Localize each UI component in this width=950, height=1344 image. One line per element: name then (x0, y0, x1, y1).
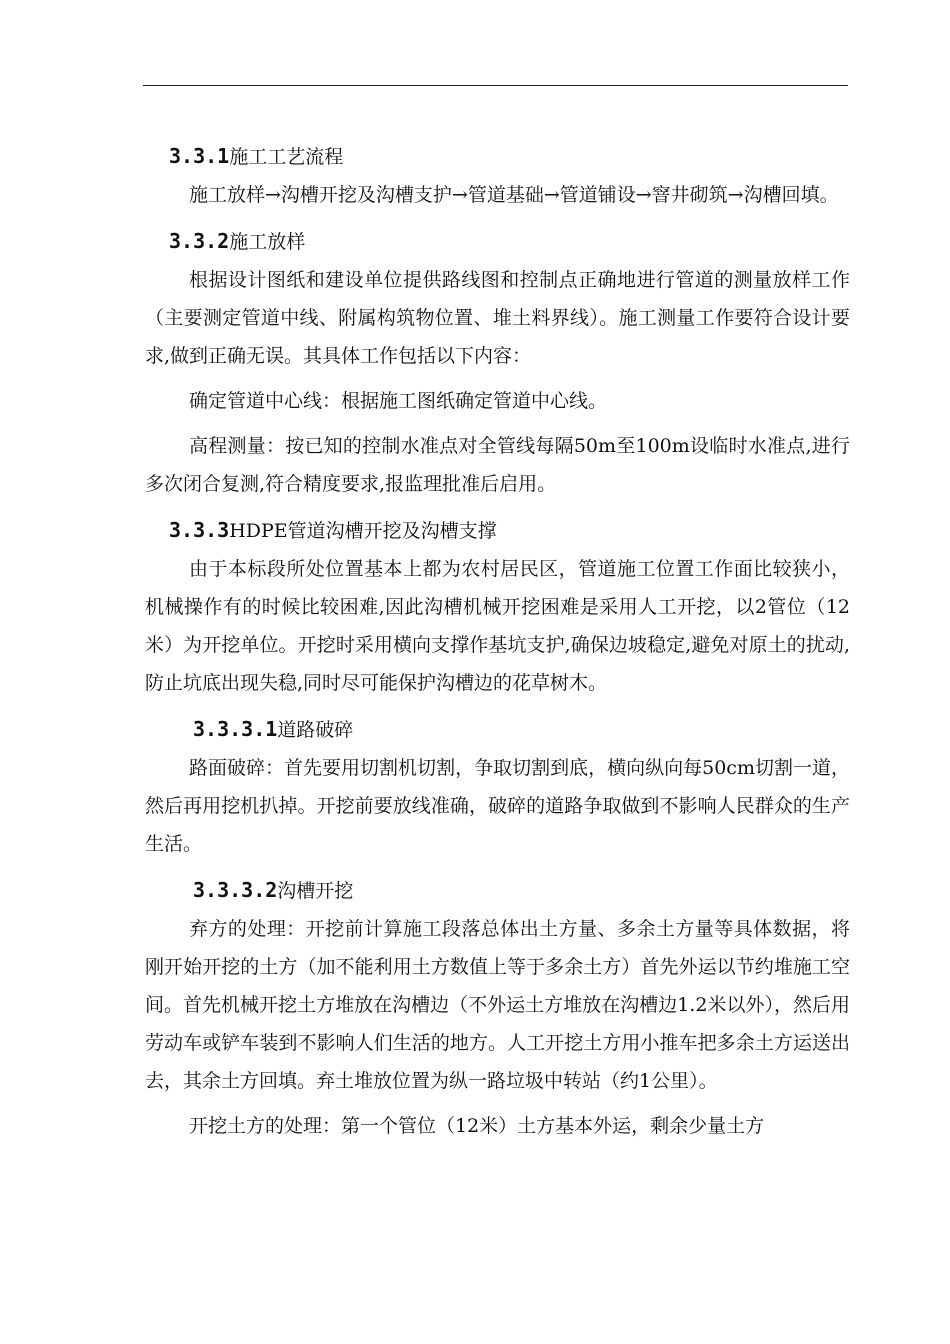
header-rule (143, 85, 848, 86)
section-title: 施工放样 (229, 231, 306, 253)
section-title: 沟槽开挖 (277, 880, 354, 902)
section-heading-3-3-1 (145, 136, 850, 176)
section-heading-3-3-3-2 (145, 870, 850, 910)
paragraph-excavated-soil: 开挖土方的处理：第一个管位（12米）土方基本外运，剩余少量土方 (189, 1115, 765, 1137)
section-number: 3.3.3.2 (193, 878, 278, 902)
section-heading-3-3-3 (145, 510, 850, 550)
paragraph-centerline: 确定管道中心线：根据施工图纸确定管道中心线。 (189, 390, 608, 412)
section-title: 道路破碎 (277, 719, 354, 741)
section-number: 3.3.3.1 (193, 717, 278, 741)
document-body (145, 136, 850, 1152)
paragraph-layout-intro: 根据设计图纸和建设单位提供路线图和控制点正确地进行管道的测量放样工作（主要测定管道中线、附属构筑物位置、堆土料界线）。施工测量工作要符合设计要求,做到正确无误。其具体工作包括以下内容： (145, 269, 850, 367)
section-heading-3-3-3-1 (145, 709, 850, 749)
paragraph-process-flow: 施工放样→沟槽开挖及沟槽支护→管道基础→管道铺设→窨井砌筑→沟槽回填。 (189, 184, 839, 206)
paragraph-road-breaking: 路面破碎：首先要用切割机切割，争取切割到底，横向纵向每50cm切割一道，然后再用挖机扒掉。开挖前要放线准确，破碎的道路争取做到不影响人民群众的生产生活。 (145, 757, 850, 855)
section-heading-3-3-2 (145, 221, 850, 261)
paragraph-elevation: 高程测量：按已知的控制水准点对全管线每隔50m至100m设临时水准点,进行多次闭合复测,符合精度要求,报监理批准后启用。 (145, 435, 850, 495)
section-number: 3.3.3 (169, 518, 230, 542)
section-title: 施工工艺流程 (229, 146, 344, 168)
section-title: HDPE管道沟槽开挖及沟槽支撑 (229, 520, 497, 542)
paragraph-trench-intro: 由于本标段所处位置基本上都为农村居民区，管道施工位置工作面比较狭小，机械操作有的时候比较困难,因此沟槽机械开挖困难是采用人工开挖，以2管位（12米）为开挖单位。开挖时采用横向支撑作基坑支护,确保边坡稳定,避免对原土的扰动,防止坑底出现失稳,同时尽可能保护沟槽边的花草树木。 (145, 558, 850, 694)
paragraph-spoil-disposal: 弃方的处理：开挖前计算施工段落总体出土方量、多余土方量等具体数据，将刚开始开挖的土方（加不能利用土方数值上等于多余土方）首先外运以节约堆施工空间。首先机械开挖土方堆放在沟槽边（不外运土方堆放在沟槽边1.2米以外），然后用劳动车或铲车装到不影响人们生活的地方。人工开挖土方用小推车把多余土方运送出去，其余土方回填。弃土堆放位置为纵一路垃圾中转站（约1公里）。 (145, 918, 850, 1092)
section-number: 3.3.2 (169, 229, 230, 253)
section-number: 3.3.1 (169, 144, 230, 168)
